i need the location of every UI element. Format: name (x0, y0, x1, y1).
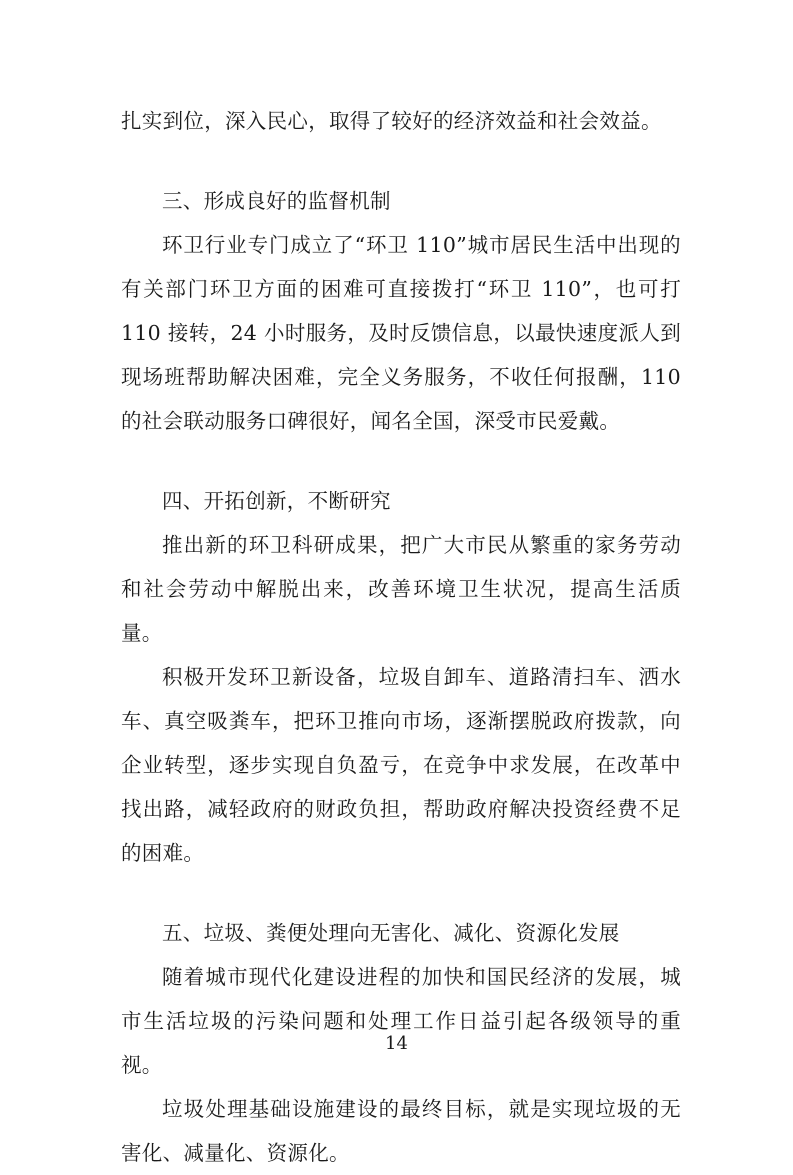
section-4 (121, 479, 681, 875)
section-4-paragraph-1: 推出新的环卫科研成果，把广大市民从繁重的家务劳动和社会劳动中解脱出来，改善环境卫生状况，提高生活质量。 (121, 533, 681, 645)
section-gap (121, 143, 681, 179)
section-3 (121, 179, 681, 443)
section-4-heading: 四、开拓创新，不断研究 (162, 489, 391, 513)
section-gap (121, 875, 681, 911)
section-4-paragraph-2: 积极开发环卫新设备，垃圾自卸车、道路清扫车、洒水车、真空吸粪车，把环卫推向市场，逐渐摆脱政府拨款，向企业转型，逐步实现自负盈亏，在竞争中求发展，在改革中找出路，减轻政府的财政负担，帮助政府解决投资经费不足的困难。 (121, 665, 681, 865)
section-5-heading: 五、垃圾、粪便处理向无害化、减化、资源化发展 (162, 921, 620, 945)
section-5-paragraph-1: 随着城市现代化建设进程的加快和国民经济的发展，城市生活垃圾的污染问题和处理工作日益引起各级领导的重视。 (121, 965, 681, 1077)
section-3-paragraph-1: 环卫行业专门成立了“环卫 110”城市居民生活中出现的有关部门环卫方面的困难可直接拨打“环卫 110”，也可打 110 接转，24 小时服务，及时反馈信息，以最快速度派人到现场班帮助解决困难，完全义务服务，不收任何报酬，110 的社会联动服务口碑很好，闻名全国，深受市民爱戴。 (121, 233, 681, 433)
section-gap (121, 443, 681, 479)
document-body (121, 99, 681, 1175)
section-3-heading: 三、形成良好的监督机制 (162, 189, 391, 213)
opening-paragraph: 扎实到位，深入民心，取得了较好的经济效益和社会效益。 (121, 109, 662, 133)
page-number: 14 (385, 1033, 408, 1054)
section-5-paragraph-2: 垃圾处理基础设施建设的最终目标，就是实现垃圾的无害化、减量化、资源化。 (121, 1097, 681, 1165)
